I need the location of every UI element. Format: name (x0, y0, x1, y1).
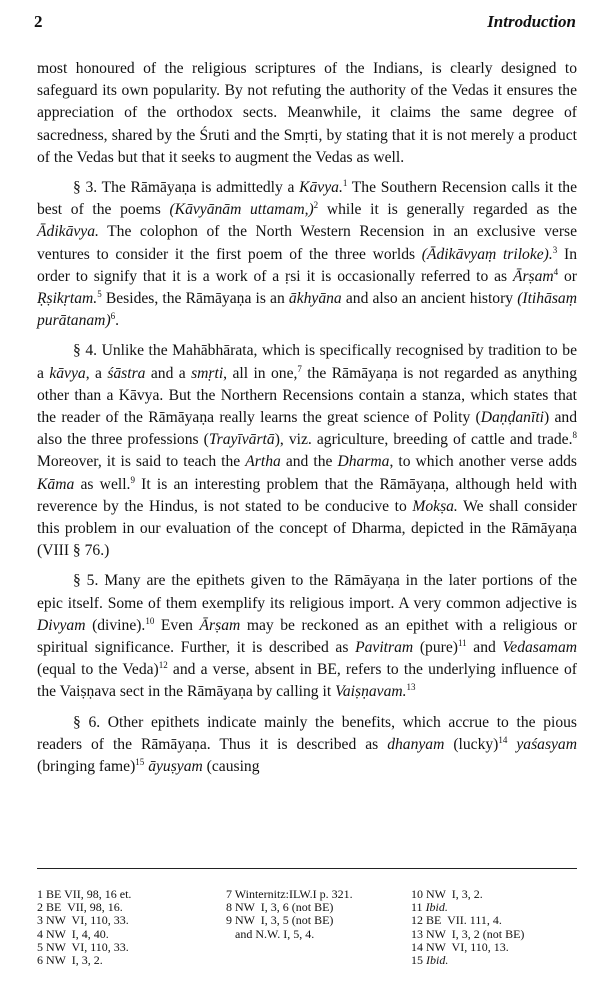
italic-term: Kāma (37, 475, 75, 493)
paragraph-1 (37, 58, 577, 169)
footnote-line: and N.W. I, 5, 4. (226, 926, 315, 941)
paragraph-section-6 (37, 712, 577, 779)
italic-term: Vaiṣṇavam. (335, 683, 407, 701)
footnotes-column-2 (226, 888, 353, 941)
text-run: (divine). (85, 616, 146, 634)
italic-term: Kāvya. (299, 179, 343, 197)
italic-term: Ṛṣikṛtam. (37, 290, 98, 308)
footnote-ref: 8 (572, 430, 578, 441)
footnote-line: 4 NW I, 4, 40. (37, 926, 109, 941)
text-run: § 6. Other epithets indicate mainly the benefits, which accrue to the pious readers of the Rāmāyaṇa. Thus it is described as (37, 713, 577, 753)
footnote-ref: 4 (553, 266, 559, 277)
paragraph-section-5 (37, 570, 577, 703)
footnote-line: 1 BE VII, 98, 16 et. (37, 887, 132, 901)
text-run: (equal to the Veda) (37, 661, 159, 679)
text-run: may be reckoned as an epithet with a religious or spiritual significance. Further, it is described as (37, 616, 578, 657)
footnote-ref: 6 (110, 311, 116, 322)
text-run: the Rāmāyaṇa is not regarded as anything other than a Kāvya. But the Northern Recensions contain a stanza, which states that the reader of the Rāmāyaṇa really learns the great science of Polity ( (37, 364, 577, 427)
italic-term: Trayīvārtā (208, 431, 275, 449)
text-run: , to which another verse adds (389, 453, 578, 471)
body-text (37, 58, 577, 786)
italic-term: yaśasyam (516, 735, 577, 753)
text-run: In order to signify that it is a work of a ṛsi it is occasionally referred to as (37, 245, 577, 285)
footnote-ref: 11 (457, 637, 467, 648)
text-run: and a verse, absent in BE, refers to the underlying influence of the Vaiṣṇava sect in the Rāmāyaṇa by calling it (37, 661, 577, 701)
italic-term: āyuṣyam (148, 758, 203, 776)
footnote-line: 2 BE VII, 98, 16. (37, 900, 123, 915)
text-run: The Southern Recension calls it the best of the poems (37, 179, 578, 219)
footnote-ref: 1 (342, 177, 348, 188)
footnote-line: 8 NW I, 3, 6 (not BE) (226, 900, 334, 915)
footnote-line: 10 NW I, 3, 2. (411, 887, 483, 901)
italic-term: dhanyam (387, 735, 445, 753)
footnote-line: 3 NW VI, 110, 33. (37, 913, 129, 928)
text-run: § 4. Unlike the Mahābhārata, which is specifically recognised by tradition to be a (37, 342, 577, 382)
footnote-line: 11 Ibid. (411, 900, 448, 915)
paragraph-section-3 (37, 177, 577, 332)
italic-term: (Ādikāvyaṃ triloke). (421, 245, 553, 263)
footnote-ref: 7 (297, 363, 302, 374)
page-number: 2 (34, 12, 43, 31)
footnote-ref: 13 (406, 682, 416, 693)
text-run: Even (154, 616, 200, 634)
italic-term: Dharma (337, 453, 390, 471)
paragraph-section-4 (37, 340, 577, 562)
text-run: and a (145, 364, 192, 382)
italic-term: Vedasamam (502, 639, 577, 657)
footnote-line: 14 NW VI, 110, 13. (411, 939, 509, 954)
footnote-ref: 5 (97, 288, 102, 299)
text-run: § 5. Many are the epithets given to the Rāmāyaṇa in the later portions of the epic itself. Some of them exemplify its religious import. A very common adjective is (37, 572, 577, 612)
text-run: ) and also the three professions ( (37, 409, 577, 449)
text-run: (causing (202, 758, 260, 776)
text-run: and the (280, 453, 338, 471)
italic-term: Ārṣam (199, 616, 241, 634)
footnote-line: 6 NW I, 3, 2. (37, 952, 103, 967)
footnotes-column-3 (411, 888, 524, 967)
text-run: Besides, the Rāmāyaṇa is an (101, 290, 289, 308)
page-header (34, 12, 576, 38)
italic-term: Pavitram (355, 639, 414, 657)
footnotes-column-1 (37, 888, 131, 967)
footnote-line: 9 NW I, 3, 5 (not BE) (226, 913, 334, 928)
text-run: (lucky) (444, 735, 499, 753)
italic-term: Artha (245, 453, 281, 471)
text-run: We shall consider this problem in our evaluation of the concept of Dharma, depicted in the Rāmāyaṇa (VIII § 76.) (37, 497, 577, 560)
footnote-line: 5 NW VI, 110, 33. (37, 939, 129, 954)
text-run: (pure) (413, 639, 458, 657)
italic-term: (Kāvyānām uttamam,) (169, 201, 314, 219)
text-run: It is an interesting problem that the Rāmāyaṇa, although held with reverence by the Hindus, is not stated to be conducive to (37, 475, 577, 515)
footnote-ref: 15 (135, 756, 145, 767)
footnote-ref: 14 (498, 734, 508, 745)
text-run: , a (85, 364, 108, 382)
italic-term: Ārṣam (512, 267, 554, 285)
italic-term: Daṇḍanīti (480, 409, 544, 427)
footnote-ref: 12 (158, 660, 168, 671)
footnote-line: 7 Winternitz:ILW.I p. 321. (226, 887, 353, 901)
text-run: . (115, 312, 120, 330)
text-run: ), viz. agriculture, breeding of cattle and trade. (274, 431, 573, 449)
running-title: Introduction (487, 12, 576, 31)
italic-term: Ādikāvya. (37, 223, 99, 241)
text-run: and (466, 639, 503, 657)
footnote-ref: 3 (552, 244, 558, 255)
italic-term: śāstra (107, 364, 146, 382)
text-run: most honoured of the religious scriptures of the Indians, is clearly designed to safeguard its own popularity. By not refuting the authority of the Vedas it ensures the appreciation of the orthodox sects. Meanwhile, it claims the same degree of sacredness, shared by the Śruti and the Smṛti, by stating that it is not merely a product of the Vedas but that it seeks to augment the Vedas as well. (37, 60, 577, 166)
text-run: , all in one, (223, 364, 298, 382)
text-run: The colophon of the North Western Recension in an exclusive verse ventures to consider it the first poem of the three worlds (37, 223, 577, 263)
footnote-ref: 10 (145, 615, 155, 626)
footnote-line: 15 Ibid. (411, 952, 449, 967)
text-run: or (558, 267, 577, 285)
italic-term: kāvya (49, 364, 86, 382)
text-run (507, 736, 516, 753)
text-run: while it is generally regarded as the (318, 201, 578, 219)
footnote-divider (37, 868, 577, 869)
italic-term: Mokṣa. (412, 497, 458, 515)
footnote-ref: 9 (130, 474, 135, 485)
text-run: (bringing fame) (37, 758, 136, 776)
italic-term: smṛti (191, 364, 224, 382)
footnote-line: 12 BE VII. 111, 4. (411, 913, 502, 928)
text-run: Moreover, it is said to teach the (37, 453, 246, 471)
italic-term: Divyam (37, 616, 86, 634)
text-run: § 3. The Rāmāyaṇa is admittedly a (73, 179, 300, 197)
text-run: as well. (74, 475, 131, 493)
footnote-ref: 2 (313, 200, 319, 211)
text-run: and also an ancient history (341, 290, 518, 308)
italic-term: (Itihāsaṃ purātanam) (37, 290, 577, 330)
footnote-line: 13 NW I, 3, 2 (not BE) (411, 926, 525, 941)
italic-term: ākhyāna (288, 290, 342, 308)
